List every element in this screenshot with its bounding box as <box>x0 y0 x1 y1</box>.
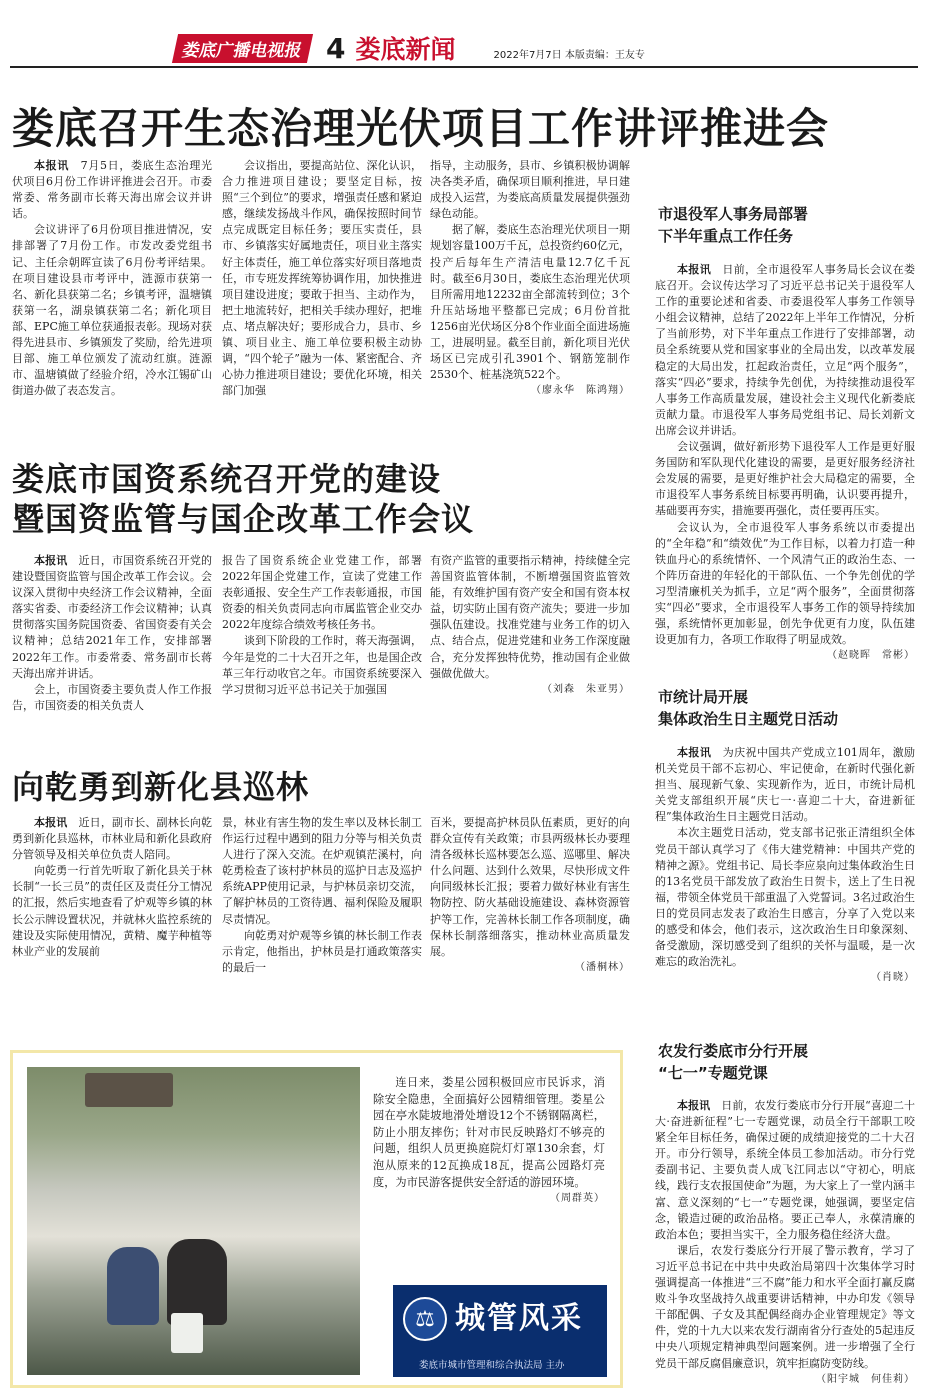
forest-col-1: 本报讯 近日，副市长、副林长向乾勇到新化县巡林，市林业局和新化县政府分管领导及相关单位负责人陪同。 向乾勇一行首先听取了新化县关于林长制“一长三员”的责任区及责任分工情况的汇报，然后实地查看了炉观等乡镇的林长公示牌设置状况，并就林火监控系统的建设及实际使用情况，黄精、魔芋种植等林业产业的发展前 <box>12 816 212 958</box>
forest-col-2: 景，林业有害生物的发生率以及林长制工作运行过程中遇到的阻力分等与相关负责人进行了深入交流。在炉观镇茫溪村，向乾勇检查了该村护林员的巡护日志及巡护系统APP使用记录，与护林员亲切交流，了解护林员的工资待遇、福利保险及履职尽责情况。 向乾勇对炉观等乡镇的林长制工作表示肯定，他指出，护林员是打通政策落实的最后一 <box>222 816 422 974</box>
headline-sasac-2: 暨国资监管与国企改革工作会议 <box>12 500 475 538</box>
byline: （刘森 朱亚男） <box>542 683 630 695</box>
masthead <box>175 31 645 65</box>
byline: （肖晓） <box>871 972 915 984</box>
pv-col-1: 本报讯 7月5日，娄底生态治理光伏项目6月份工作讲评推进会召开。市委常委、常务副市长蒋天海出席会议并讲话。 会议讲评了6月份项目推进情况，安排部署了7月份工作。市发改委党组书记、主任佘朝晖宣读了6月份考评结果。在项目建设县市考评中，涟源市获第一名、新化县获第二名；乡镇考评，温塘镇获第一名，湖泉镇获第二名；新化项目部、EPC施工单位获通报表彰。现场对获得先进县市、乡镇颁发了奖励，给先进项目部、施工单位颁发了流动红旗。涟源市、温塘镇做了经验介绍，冷水江锡矿山街道办做了表态发言。 <box>12 159 212 398</box>
headline-veterans: 市退役军人事务局部署 下半年重点工作任务 <box>658 205 809 245</box>
byline: （阳宇城 何佳莉） <box>816 1373 915 1385</box>
sasac-col-2: 报告了国资系统企业党建工作，部署2022年国企党建工作，宣读了党建工作表彰通报、安全生产工作表彰通报，市国资委的相关负责同志向市属监管企业交办2022年度综合绩效考核任务书。 谈到下阶段的工作时，蒋天海强调，今年是党的二十大召开之年，也是国企改革三年行动收官之年。市国资系统要深入学习贯彻习近平总书记关于加强国 <box>222 554 422 696</box>
stats-text: 本报讯 为庆祝中国共产党成立101周年，激励机关党员干部不忘初心、牢记使命，在新时代强化新担当、展现新气象、实现新作为，近日，市统计局机关党支部组织开展“庆七一·喜迎二十大，奋进新征程”集体政治生日主题党日活动。 本次主题党日活动，党支部书记张正清组织全体党员干部认真学习了《伟大建党精神：中国共产党的精神之源》。党组书记、局长李应泉向过集体政治生日的13名党员干部发放了政治生日贺卡，送上了生日祝福，带领全体党员干部重温了入党誓词。3名过政治生日的党员同志发表了政治生日感言，分享了入党以来的感受和体会，他们表示，这次政治生日印象深刻、备受激励，深切感受到了组织的关怀与温暖，是一次难忘的政治洗礼。 （肖晓） <box>655 745 915 1030</box>
worker-figure <box>107 1247 159 1325</box>
header-rule <box>10 66 918 68</box>
byline: （周群英） <box>550 1193 605 1205</box>
sasac-col-1: 本报讯 近日，市国资系统召开党的建设暨国资监管与国企改革工作会议。会议深入贯彻中央经济工作会议精神，全面落实省委、市委经济工作会议精神；认真贯彻落实国务院国资委、省国资委有关会议精神；总结2021年工作，安排部署2022年工作。市委常委、常务副市长蒋天海出席并讲话。 会上，市国资委主要负责人作工作报告，市国资委的相关负责人 <box>12 554 212 712</box>
byline: （潘桐林） <box>575 961 630 973</box>
park-photo <box>27 1067 360 1375</box>
headline-sasac-1: 娄底市国资系统召开党的建设 <box>12 460 442 498</box>
badge-title: 城管风采 <box>455 1301 583 1336</box>
badge-subtitle: 娄底市城市管理和综合执法局 主办 <box>419 1360 565 1371</box>
section-title: 娄底新闻 <box>355 35 456 64</box>
byline: （赵晓晖 常彬） <box>827 650 915 662</box>
page-number: 4 <box>326 31 346 65</box>
headline-stats: 市统计局开展 集体政治生日主题党日活动 <box>658 688 839 728</box>
forest-col-3: 百米，要提高护林员队伍素质，更好的向群众宣传有关政策；市县两级林长办要理清各级林长巡林要怎么巡、巡哪里、解决什么问题、达到什么效果，尽快形成文件向同级林长汇报；要着力做好林业有害生物防控、防火基础设施建设、森林资源管护等工作，完善林长制工作各项制度，确保林长制落细落实，推动林业高质量发展。 （潘桐林） <box>430 815 630 1040</box>
byline: （廖永华 陈鸿翔） <box>531 385 630 397</box>
headline-forest: 向乾勇到新化县巡林 <box>12 768 310 806</box>
bank-text: 本报讯 日前，农发行娄底市分行开展“喜迎二十大·奋进新征程”七一专题党课，动员全行干部职工咬紧全年目标任务，确保过硬的成绩迎接党的二十大召开。市分行领导，系统全体员工参加活动。市分行党委副书记、主要负责人成飞江同志以“守初心，明底线，践行支农报国使命”为题，为大家上了一堂内涵丰富、意义深刻的“七一”专题党课，她强调，要坚定信念，锻造过硬的政治品格。要正己奉人，永葆清廉的政治本色；要担当实干，全力服务稳住经济大盘。 课后，农发行娄底分行开展了警示教育，学习了习近平总书记在中共中央政治局第四十次集体学习时强调提高一体推进“三不腐”能力和水平全面打赢反腐败斗争攻坚战持久战重要讲话精神，中办印发《领导干部配偶、子女及其配偶经商办企业管理规定》等文件，党的十九大以来农发行湖南省分行查处的5起违反中央八项规定精神典型问题案例。进一步增强了全行党员干部反腐倡廉意识，筑牢拒腐防变防线。 （阳宇城 何佳莉） <box>655 1098 915 1393</box>
veterans-text: 本报讯 日前，全市退役军人事务局长会议在娄底召开。会议传达学习了习近平总书记关于退役军人工作的重要论述和省委、市委退役军人事务工作领导小组会议精神，总结了2022年上半年工作情况，分析了当前形势，对下半年重点工作进行了安排部署，动员全系统要从党和国家事业的全局出发，以改革发展稳定的大局出发，扛起政治责任，立足“两个服务”，落实“四必”要求，持续争先创优，为持续推动退役军人事务工作高质量发展，建设社会主义现代化新娄底贡献力量。市退役军人事务局党组书记、局长刘新文出席会议并讲话。 会议强调，做好新形势下退役军人工作是更好服务国防和军队现代化建设的需要，是更好服务经济社会发展的需要，是更好维护社会大局稳定的需要，全市退役军人事务系统目标要再明确，认识要再提升，基础要再夯实，措施要再强化，责任要再压实。 会议认为，全市退役军人事务系统以市委提出的“全年稳”和“绩效优”为工作目标，以着力打造一种铁血丹心的系统情怀、一个风清气正的政治生态、一个阵历奋进的年轻化的干部队伍、一个争先创优的学习型清廉机关为抓手，立足“两个服务”，全面贯彻落实“四必”要求，全市退役军人事务工作的领导持续加强，系统情怀更加彰显，创先争优更有力度，队伍建设更加有力，各项工作取得了明显成效。 （赵晓晖 常彬） <box>655 262 915 672</box>
headline-pv: 娄底召开生态治理光伏项目工作讲评推进会 <box>12 104 830 153</box>
emblem-icon: ⚖ <box>403 1297 447 1341</box>
newspaper-logo: 娄底广播电视报 <box>172 34 313 63</box>
photo-caption: 连日来，娄星公园积极回应市民诉求，消除安全隐患，全面搞好公园精细管理。娄星公园在亭水陡坡地滑处增设12个不锈钢隔离栏，防止小朋友摔伤；针对市民反映路灯不够亮的问题，组织人员更换庭院灯灯罩130余套，灯泡从原来的12瓦换成18瓦，提高公园路灯亮度，为市民游客提供安全舒适的游园环境。 （周群英） <box>373 1075 605 1208</box>
pv-col-3: 指导，主动服务，县市、乡镇积极协调解决各类矛盾，确保项目顺利推进，早日建成投入运营，为娄底高质量发展提供强劲绿色动能。 据了解，娄底生态治理光伏项目一期规划容量100万千瓦，总投资约60亿元，投产后每年生产清洁电量12.7亿千瓦时。截至6月30日，娄底生态治理光伏项目所需用地12232亩全部流转到位；3个升压站场地平整都已完成；6月份首批1256亩光伏场区分8个作业面全面进场施工，进展明显。截至目前，新化项目光伏场区已完成引孔3901个、钢筋笼制作2530个、桩基浇筑522个。 （廖永华 陈鸿翔） <box>430 158 630 438</box>
pv-col-2: 会议指出，要提高站位、深化认识，合力推进项目建设；要坚定目标，按照“三个到位”的要求，增强责任感和紧迫感，继续发扬战斗作风，确保按照时间节点完成既定目标任务；要压实责任，县市、乡镇落实好属地责任，项目业主落实好主体责任，施工单位落实好项目落地责任，市专班发挥统筹协调作用，加快推进项目建设进度；要敢于担当、主动作为，把土地流转好，把相关手续办理好，把堆点、堵点解决好；要形成合力，县市、乡镇、项目业主、施工单位要积极主动协调，“四个轮子”融为一体、紧密配合、齐心协力推进项目建设；要优化环境，相关部门加强 <box>222 159 422 398</box>
issue-meta: 2022年7月7日 本版责编：王友专 <box>493 49 645 61</box>
bucket-shape <box>171 1313 203 1353</box>
photo-feature <box>10 1050 623 1388</box>
sasac-col-3: 有资产监管的重要指示精神，持续健全完善国资监管体制，不断增强国资监管效能，有效维护国有资产安全和国有资本权益，切实防止国有资产流失；要进一步加强队伍建设。找准党建与业务工作的切入点、结合点，促进党建和业务工作深度融合，充分发挥独特优势，推动国有企业做强做优做大。 （刘森 朱亚男） <box>430 553 630 743</box>
column-badge <box>393 1285 607 1377</box>
headline-bank: 农发行娄底市分行开展 “七一”专题党课 <box>658 1042 809 1082</box>
pavilion-shape <box>85 1073 173 1107</box>
